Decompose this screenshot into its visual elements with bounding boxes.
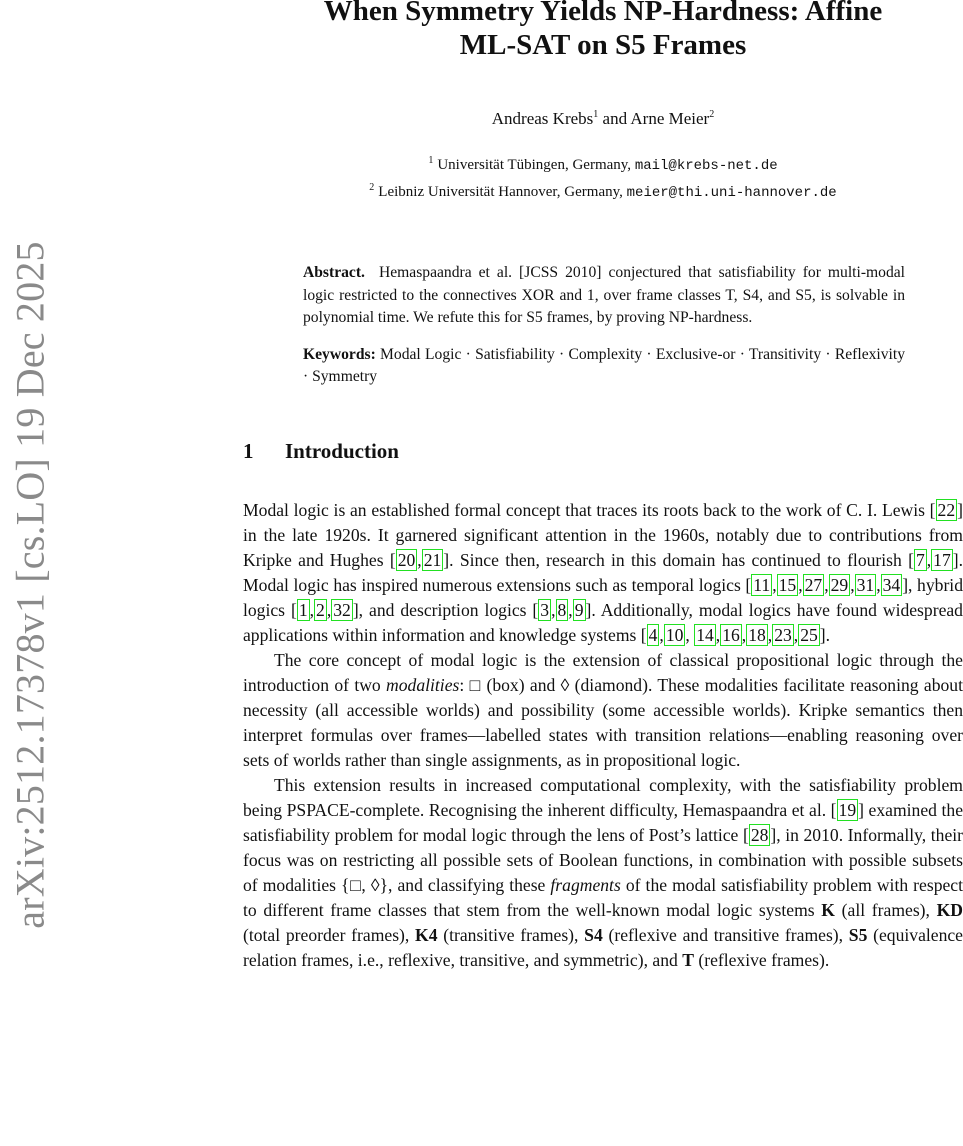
email-link[interactable]: meier@thi.uni-hannover.de bbox=[626, 185, 837, 201]
citation-link[interactable]: 27 bbox=[804, 574, 823, 595]
citation-link[interactable]: 19 bbox=[838, 799, 857, 820]
citation-link[interactable]: 21 bbox=[423, 549, 442, 570]
author-list bbox=[243, 109, 963, 129]
abstract-text: Hemaspaandra et al. [JCSS 2010] conjectured that satisfiability for multi-modal logic restricted to the connectives XOR and 1, over frame classes T, S4, and S5, is solvable in polynomial time. We refute this for S5 frames, by proving NP-hardness. bbox=[303, 264, 906, 326]
title-line-2: ML-SAT on S5 Frames bbox=[459, 29, 747, 61]
abstract-label: Abstract. bbox=[303, 264, 365, 281]
title-line-1: When Symmetry Yields NP-Hardness: Affine bbox=[323, 0, 883, 27]
keywords-text: Modal Logic · Satisfiability · Complexity · Exclusive-or · Transitivity · Reflexivity · Symmetry bbox=[303, 345, 905, 385]
section-body bbox=[243, 498, 963, 973]
citation-link[interactable]: 4 bbox=[648, 624, 658, 645]
affiliation-text: Leibniz Universität Hannover, Germany, bbox=[378, 184, 627, 200]
citation-link[interactable]: 16 bbox=[722, 624, 740, 645]
affiliation-mark: 2 bbox=[709, 109, 715, 120]
author-name: Arne Meier bbox=[630, 109, 710, 128]
section-heading bbox=[243, 439, 963, 464]
citation-link[interactable]: 22 bbox=[937, 499, 956, 520]
author-conjunction: and bbox=[598, 109, 631, 128]
author-name: Andreas Krebs bbox=[491, 109, 594, 128]
citation-link[interactable]: 11 bbox=[753, 574, 771, 595]
keywords bbox=[303, 344, 905, 389]
citation-link[interactable]: 10 bbox=[665, 624, 684, 645]
citation-link[interactable]: 2 bbox=[316, 599, 325, 620]
citation-link[interactable]: 31 bbox=[856, 574, 875, 595]
affiliation-line bbox=[243, 150, 963, 177]
affiliation-mark: 2 bbox=[369, 182, 375, 193]
affiliation-mark: 1 bbox=[428, 155, 434, 166]
citation-link[interactable]: 29 bbox=[830, 574, 849, 595]
paragraph-1: Modal logic is an established formal concept that traces its roots back to the work of C. I. Lewis [ 22 ] in the late 1920s. It garnered significant attention in the 1960s, notably due to contributions from Kripke and Hughes [ 20 , 21 ]. Since then, research in this domain has continued to flourish [ 7 , 17 ]. Modal logic has inspired numerous extensions such as temporal logics [ 11 , 15 , 27 , 29 , 31 , 34 ], hybrid logics [ 1 , 2 , 32 ], and description logics [ 3 , 8 , 9 ]. Additionally, modal logics have found widespread applications within information and knowledge systems [ 4 , 10 , 14 , 16 , 18 , 23 , 25 ]. bbox=[243, 499, 963, 645]
affiliation-mark: 1 bbox=[593, 109, 599, 120]
citation-link[interactable]: 14 bbox=[696, 624, 714, 645]
citation-link[interactable]: 34 bbox=[882, 574, 901, 595]
citation-link[interactable]: 28 bbox=[750, 824, 769, 845]
citation-link[interactable]: 20 bbox=[397, 549, 416, 570]
section-number: 1 bbox=[243, 438, 254, 463]
citation-link[interactable]: 23 bbox=[774, 624, 792, 645]
citation-link[interactable]: 18 bbox=[748, 624, 766, 645]
paragraph-3: This extension results in increased computational complexity, with the satisfiability problem being PSPACE-complete. Recognising the inherent difficulty, Hemaspaandra et al. [ 19 ] examined the satisfiability problem for modal logic through the lens of Post’s lattice [ 28 ], in 2010. Informally, their focus was on restricting all possible sets of Boolean functions, in combination with possible subsets of modalities {□, ◊}, and classifying these fragments of the modal satisfiability problem with respect to different frame classes that stem from the well-known modal logic systems K (all frames), KD (total preorder frames), K4 (transitive frames), S4 (reflexive and transitive frames), S5 (equivalence relation frames, i.e., reflexive, transitive, and symmetric), and T (reflexive frames). bbox=[243, 774, 963, 970]
section-title: Introduction bbox=[285, 438, 399, 463]
paper-page bbox=[243, 0, 963, 973]
arxiv-identifier-text: arXiv:2512.17378v1 [cs.LO] 19 Dec 2025 bbox=[7, 241, 53, 929]
abstract bbox=[303, 262, 905, 330]
citation-link[interactable]: 3 bbox=[540, 599, 550, 620]
citation-link[interactable]: 7 bbox=[915, 549, 925, 570]
affiliation-line bbox=[243, 177, 963, 204]
citation-link[interactable]: 17 bbox=[933, 549, 951, 570]
citation-link[interactable]: 15 bbox=[778, 574, 797, 595]
citation-link[interactable]: 32 bbox=[333, 599, 351, 620]
paper-title bbox=[243, 0, 963, 62]
citation-link[interactable]: 9 bbox=[574, 599, 584, 620]
affiliation-text: Universität Tübingen, Germany, bbox=[437, 157, 635, 173]
paragraph-2: The core concept of modal logic is the extension of classical propositional logic through the introduction of two modalities: □ (box) and ◊ (diamond). These modalities facilitate reasoning about necessity (all accessible worlds) and possibility (some accessible worlds). Kripke semantics then interpret formulas over frames—labelled states with transition relations—enabling reasoning over sets of worlds rather than single assignments, as in propositional logic. bbox=[243, 649, 963, 770]
email-link[interactable]: mail@krebs-net.de bbox=[634, 158, 778, 174]
keywords-label: Keywords: bbox=[303, 345, 376, 363]
affiliations bbox=[243, 150, 963, 204]
citation-link[interactable]: 1 bbox=[298, 599, 308, 620]
citation-link[interactable]: 8 bbox=[557, 599, 567, 620]
citation-link[interactable]: 25 bbox=[800, 624, 818, 645]
arxiv-identifier-stamp bbox=[0, 0, 60, 1146]
